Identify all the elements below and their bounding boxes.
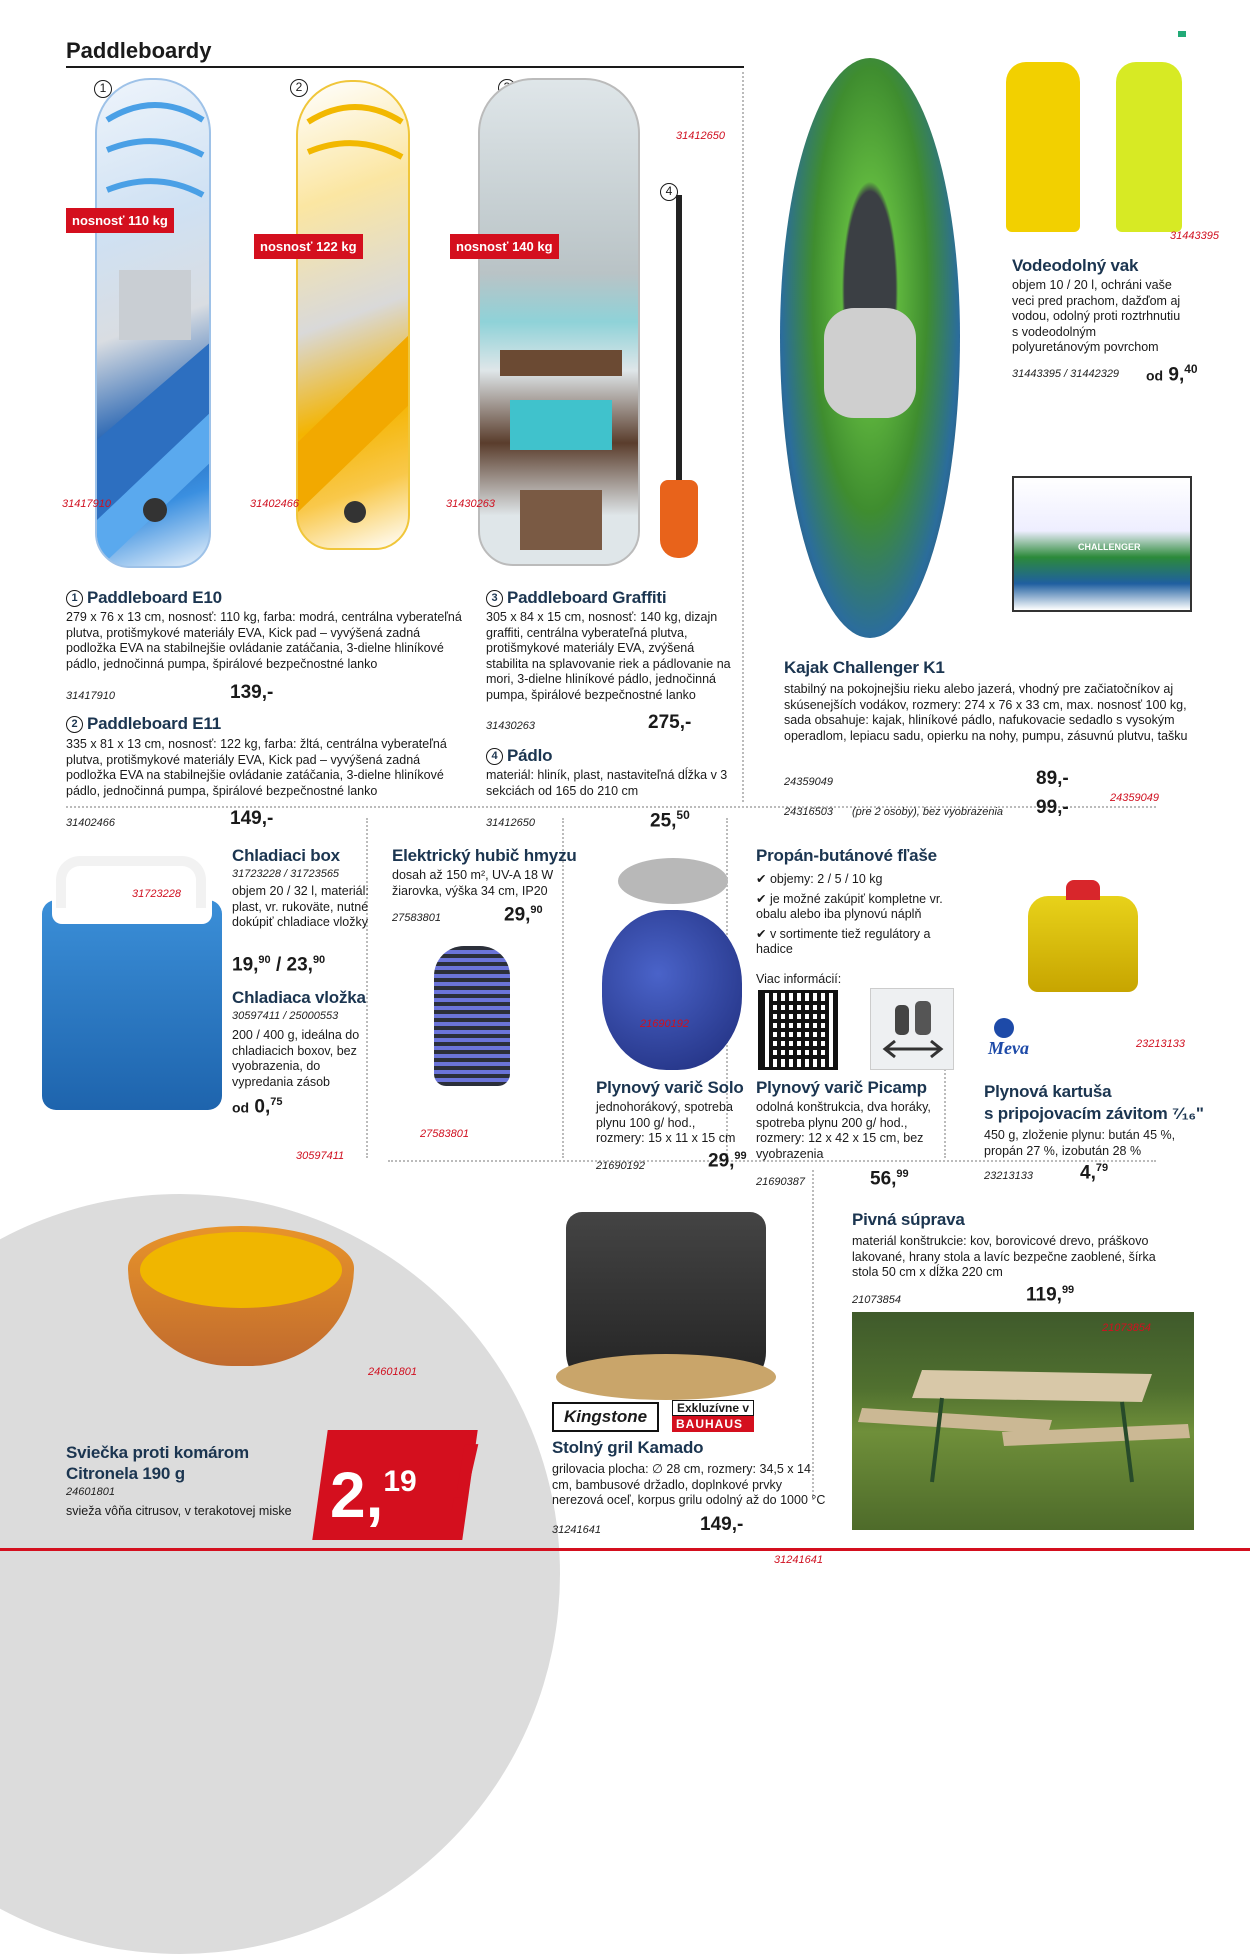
cooler-image bbox=[42, 900, 222, 1110]
vak-code: 31443395 / 31442329 bbox=[1012, 368, 1120, 380]
badge-e10: nosnosť 110 kg bbox=[66, 208, 174, 233]
kajak-desc: stabilný na pokojnejšiu rieku alebo jazerá, vhodný pre začiatočníkov aj skúsenejších vodákov, rozmery: 274 x 76 x 33 cm, max. nosnosť 100 kg, sada obsahuje: kajak, hliníkové pádlo, nafukovacie sedadlo s vysokým operadlom, lepiacu sadu, opierku na nohy, pumpu, zásuvnú plutvu, tašku bbox=[784, 682, 1188, 743]
e11-price: 149,- bbox=[230, 808, 274, 829]
gas-cartridge-top bbox=[1066, 880, 1100, 900]
meva-brand: Meva bbox=[988, 1038, 1029, 1058]
vlozka-desc: 200 / 400 g, ideálna do chladiacich boxov, bez vyobrazenia, do vypredania zásob bbox=[232, 1028, 360, 1089]
cooler-handle bbox=[56, 856, 206, 908]
separator-v6 bbox=[812, 1170, 814, 1500]
paddleboard-graffiti-image bbox=[478, 78, 640, 566]
padlo-code: 31412650 bbox=[486, 817, 535, 829]
vak-title: Vodeodolný vak bbox=[1012, 256, 1139, 275]
paddle-blade bbox=[660, 480, 698, 558]
picamp-code: 21690387 bbox=[756, 1176, 805, 1188]
beer-set-art bbox=[852, 1312, 1194, 1530]
dry-bag-green-image bbox=[1116, 62, 1182, 232]
corner-mark bbox=[1178, 31, 1186, 37]
badge-e11: nosnosť 122 kg bbox=[254, 234, 363, 259]
picamp-desc: odolná konštrukcia, dva horáky, spotreba plynu 200 g/ hod., rozmery: 12 x 42 x 15 cm, bez vyobrazenia bbox=[756, 1100, 931, 1161]
meva-sun-icon bbox=[994, 1018, 1014, 1038]
vlozka-code: 30597411 / 25000553 bbox=[232, 1010, 339, 1022]
solo-title: Plynový varič Solo bbox=[596, 1078, 744, 1097]
header-rule bbox=[66, 66, 744, 68]
footer-rule bbox=[0, 1548, 1250, 1551]
kajak-title: Kajak Challenger K1 bbox=[784, 658, 945, 677]
kajak-price2: 99,- bbox=[1036, 797, 1069, 818]
kartusa-title-2: s pripojovacím závitom ⁷⁄₁₆" bbox=[984, 1104, 1204, 1123]
solo-desc: jednohorákový, spotreba plynu 100 g/ hod., rozmery: 15 x 11 x 15 cm bbox=[596, 1100, 736, 1145]
kayak-seat bbox=[824, 308, 916, 418]
kartusa-desc: 450 g, zloženie plynu: bután 45 %, propán 27 %, izobután 28 % bbox=[984, 1128, 1176, 1158]
e10-title: 1 Paddleboard E10 bbox=[66, 588, 222, 608]
gas-exchange-icon bbox=[870, 988, 954, 1070]
candle-desc: svieža vôňa citrusov, v terakotovej miske bbox=[66, 1504, 292, 1518]
box-price: 19,90 / 23,90 bbox=[232, 954, 326, 976]
gril-price: 149,- bbox=[700, 1514, 744, 1535]
gril-title: Stolný gril Kamado bbox=[552, 1438, 704, 1457]
flase-item-2: ✔ je možné zakúpiť kompletne vr. obalu alebo iba plynovú náplň bbox=[756, 891, 943, 921]
solo-image-code: 21690192 bbox=[640, 1018, 689, 1030]
kayak-image bbox=[780, 58, 960, 638]
kingstone-logo: Kingstone bbox=[552, 1402, 659, 1432]
picamp-title: Plynový varič Picamp bbox=[756, 1078, 927, 1097]
picamp-price: 56,99 bbox=[870, 1168, 909, 1190]
hubic-title: Elektrický hubič hmyzu bbox=[392, 846, 577, 865]
e10-code: 31417910 bbox=[66, 690, 115, 702]
gas-cartridge-image bbox=[1028, 896, 1138, 992]
badge-graffiti: nosnosť 140 kg bbox=[450, 234, 559, 259]
image-code-e10: 31417910 bbox=[62, 498, 111, 510]
candle-price: 2,19 bbox=[330, 1459, 417, 1531]
kayak-inset-label: CHALLENGER bbox=[1078, 542, 1141, 552]
kartusa-image-code: 23213133 bbox=[1136, 1038, 1185, 1050]
flase-item-1: ✔ objemy: 2 / 5 / 10 kg bbox=[756, 872, 883, 886]
vak-desc: objem 10 / 20 l, ochráni vaše veci pred prachom, dažďom aj vodou, odolný proti roztrhnutiu s vodeodolným polyuretánovým povrchom bbox=[1012, 278, 1181, 354]
gril-desc: grilovacia plocha: ∅ 28 cm, rozmery: 34,5 x 14 cm, bambusové držadlo, doplnkové prvky nerezová oceľ, korpus grilu odolný až do 1000 °C bbox=[552, 1462, 826, 1507]
kartusa-title-1: Plynová kartuša bbox=[984, 1082, 1112, 1101]
box-code: 31723228 / 31723565 bbox=[232, 868, 340, 880]
paddleboard-e11-art bbox=[298, 82, 410, 550]
paddleboard-e10-image bbox=[95, 78, 211, 568]
marker-2: 2 bbox=[290, 79, 308, 97]
kajak-price1: 89,- bbox=[1036, 768, 1069, 789]
solo-price: 29,99 bbox=[708, 1150, 747, 1172]
kajak-image-code: 24359049 bbox=[1110, 792, 1159, 804]
hubic-image-code: 27583801 bbox=[420, 1128, 469, 1140]
suprava-price: 119,99 bbox=[1026, 1284, 1075, 1306]
e11-code: 31402466 bbox=[66, 817, 115, 829]
flase-list bbox=[756, 872, 966, 958]
vak-image-code: 31443395 bbox=[1170, 230, 1219, 242]
image-code-padlo: 31412650 bbox=[676, 130, 725, 142]
flase-title: Propán-butánové fľaše bbox=[756, 846, 937, 865]
padlo-price: 25,50 bbox=[650, 808, 690, 832]
suprava-image-code: 21073854 bbox=[1102, 1322, 1151, 1334]
cooler-image-code: 31723228 bbox=[132, 888, 181, 900]
candle-wax bbox=[140, 1232, 342, 1308]
hubic-desc: dosah až 150 m², UV-A 18 W žiarovka, výška 34 cm, IP20 bbox=[392, 868, 554, 898]
image-code-graffiti: 31430263 bbox=[446, 498, 495, 510]
vlozka-title: Chladiaca vložka bbox=[232, 988, 366, 1007]
footer-code: 31241641 bbox=[774, 1554, 823, 1566]
padlo-title: 4 Pádlo bbox=[486, 746, 552, 766]
candle-title: Sviečka proti komárom Citronela 190 g bbox=[66, 1443, 249, 1483]
vlozka-price: od 0,75 bbox=[232, 1096, 283, 1118]
kajak-code2: 24316503 bbox=[784, 806, 833, 818]
box-title: Chladiaci box bbox=[232, 846, 340, 865]
graffiti-price: 275,- bbox=[648, 712, 692, 733]
graffiti-title: 3 Paddleboard Graffiti bbox=[486, 588, 666, 608]
paddleboard-e10-art bbox=[97, 80, 211, 568]
suprava-title: Pivná súprava bbox=[852, 1210, 965, 1229]
graffiti-desc: 305 x 84 x 15 cm, nosnosť: 140 kg, dizajn graffiti, centrálna vyberateľná plutva, protišmykové materiály EVA, zvýšená stabilita na splavovanie riek a pádlovanie na mori, 3-dielne hliníkové pádlo, jednočinná pumpa, špirálové bezpečnostné lanko bbox=[486, 610, 731, 702]
bauhaus-logo: BAUHAUS bbox=[672, 1416, 754, 1432]
bauhaus-exclusive-line1: Exkluzívne v bbox=[672, 1400, 754, 1416]
gas-stove-solo-burner bbox=[618, 858, 728, 904]
beer-set-image bbox=[852, 1312, 1194, 1530]
dry-bag-yellow-image bbox=[1006, 62, 1080, 232]
qr-code[interactable] bbox=[758, 990, 838, 1070]
gril-code: 31241641 bbox=[552, 1524, 601, 1536]
graffiti-code: 31430263 bbox=[486, 720, 535, 732]
vak-price: od 9,40 bbox=[1146, 362, 1198, 386]
e11-desc: 335 x 81 x 13 cm, nosnosť: 122 kg, farba: žltá, centrálna vyberateľná plutva, protišmykové materiály EVA, Kick pad – vyvýšená zadná podložka EVA na stabilnejšie ovládanie zatáčania, 3-dielne hliníkové pádlo, jednočinná pumpa, špirálové bezpečnostné lanko bbox=[66, 737, 447, 798]
kajak-code1: 24359049 bbox=[784, 776, 833, 788]
kajak-note2: (pre 2 osoby), bez vyobrazenia bbox=[852, 806, 1004, 818]
paddle-image bbox=[676, 195, 682, 495]
marker-1: 1 bbox=[94, 80, 112, 98]
bauhaus-exclusive bbox=[672, 1400, 754, 1432]
e10-price: 139,- bbox=[230, 682, 274, 703]
padlo-desc: materiál: hliník, plast, nastaviteľná dĺžka v 3 sekciách od 165 do 210 cm bbox=[486, 768, 728, 798]
exclamation-mark: ! bbox=[448, 1424, 480, 1531]
paddleboard-graffiti-art bbox=[480, 80, 640, 566]
candle-code: 24601801 bbox=[66, 1486, 115, 1498]
suprava-code: 21073854 bbox=[852, 1294, 901, 1306]
e11-title: 2 Paddleboard E11 bbox=[66, 714, 221, 734]
separator-v1 bbox=[742, 72, 744, 802]
kayak-inset-image bbox=[1012, 476, 1192, 612]
kartusa-price: 4,79 bbox=[1080, 1162, 1109, 1184]
separator-v3 bbox=[562, 818, 564, 1158]
paddleboard-e11-image bbox=[296, 80, 410, 550]
image-code-e11: 31402466 bbox=[250, 498, 299, 510]
gas-exchange-svg bbox=[871, 989, 955, 1071]
qr-code-inner bbox=[769, 1001, 827, 1059]
suprava-desc: materiál konštrukcie: kov, borovicové drevo, práškovo lakované, hrany stola a lavíc bezpečne zaoblené, šírka stola 50 cm x dĺžka 220 cm bbox=[852, 1234, 1156, 1279]
box-desc: objem 20 / 32 l, materiál: plast, vr. rukoväte, nutné dokúpiť chladiace vložky bbox=[232, 884, 369, 929]
candle-image-code: 24601801 bbox=[368, 1366, 417, 1378]
separator-v2 bbox=[366, 818, 368, 1158]
hubic-code: 27583801 bbox=[392, 912, 441, 924]
page-title: Paddleboardy bbox=[66, 38, 212, 63]
kamado-grill-base bbox=[556, 1354, 776, 1400]
solo-code: 21690192 bbox=[596, 1160, 645, 1172]
insect-killer-image bbox=[434, 946, 510, 1086]
e10-desc: 279 x 76 x 13 cm, nosnosť: 110 kg, farba: modrá, centrálna vyberateľná plutva, protišmykové materiály EVA, Kick pad – vyvýšená zadná podložka EVA na stabilnejšie ovládanie zatáčania, 3-dielne hliníkové pádlo, jednočinná pumpa, špirálové bezpečnostné lanko bbox=[66, 610, 462, 671]
marker-4: 4 bbox=[660, 183, 678, 201]
gas-stove-solo-image bbox=[602, 910, 742, 1070]
meva-logo bbox=[988, 1018, 1029, 1059]
hubic-price: 29,90 bbox=[504, 904, 543, 926]
flase-item-3: ✔ v sortimente tiež regulátory a hadice bbox=[756, 926, 931, 956]
kartusa-code: 23213133 bbox=[984, 1170, 1033, 1182]
vlozka-image-code: 30597411 bbox=[296, 1150, 345, 1162]
flase-more: Viac informácií: bbox=[756, 972, 842, 986]
